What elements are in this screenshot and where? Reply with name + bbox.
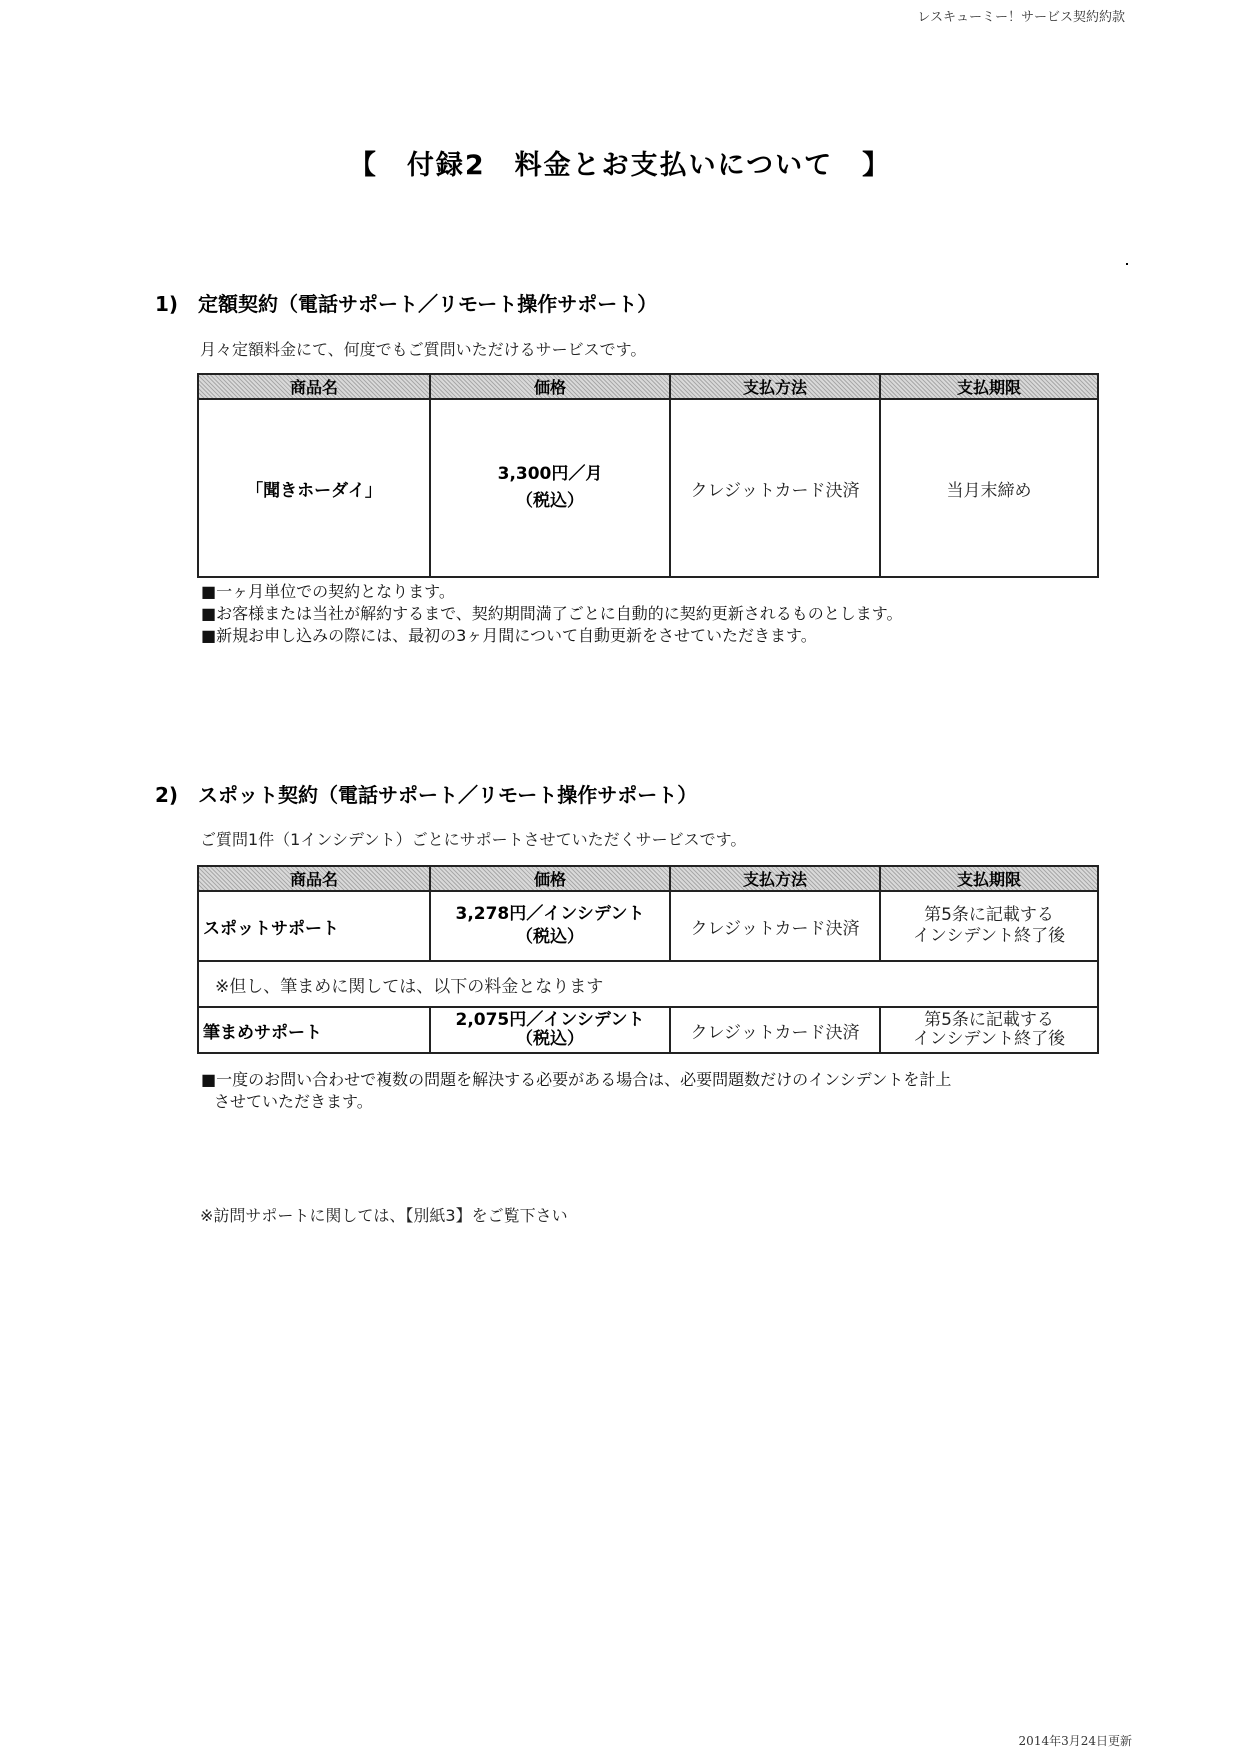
exception-row [198,961,1098,1007]
col-header-product: 商品名 [198,374,430,399]
table-row [198,399,1098,577]
deadline-line: 第5条に記載する [924,905,1054,925]
visit-support-note: ※訪問サポートに関しては、【別紙3】をご覧下さい [200,1206,568,1225]
price-cell [430,399,670,577]
product-name: スポットサポート [198,891,430,961]
price-value: 2,075円／インシデント [455,1010,645,1030]
price-cell [430,891,670,961]
fixed-plan-table [197,373,1099,578]
section2-lead: ご質問1件（1インシデント）ごとにサポートさせていただくサービスです。 [200,830,747,849]
section1-notes [201,581,903,647]
price-cell [430,1007,670,1053]
note-item: ■新規お申し込みの際には、最初の3ヶ月間について自動更新をさせていただきます。 [201,626,817,645]
payment-deadline [880,1007,1098,1053]
col-header-price: 価格 [430,374,670,399]
exception-note: ※但し、筆まめに関しては、以下の料金となります [198,961,1098,1007]
page-title: 【 付録2 料金とお支払いについて 】 [348,150,892,181]
stray-dot [1126,263,1128,265]
payment-method: クレジットカード決済 [670,399,880,577]
deadline-line: インシデント終了後 [912,926,1066,946]
col-header-payment: 支払方法 [670,866,880,891]
section1-heading: 1) 定額契約（電話サポート／リモート操作サポート） [155,292,658,316]
tax-label: （税込） [516,927,584,947]
price-value: 3,278円／インシデント [455,904,645,924]
col-header-payment: 支払方法 [670,374,880,399]
table-row [198,1007,1098,1053]
deadline-line: インシデント終了後 [912,1029,1066,1049]
table-row [198,891,1098,961]
deadline-line: 第5条に記載する [924,1010,1054,1030]
document-header: レスキューミー！サービス契約約款 [917,10,1125,25]
note-item: ■一度のお問い合わせで複数の問題を解決する必要がある場合は、必要問題数だけのインシデントを計上 [201,1070,952,1089]
note-item: ■お客様または当社が解約するまで、契約期間満了ごとに自動的に契約更新されるものとします。 [201,604,903,623]
tax-label: （税込） [516,1029,584,1049]
table-header-row [198,374,1098,399]
tax-label: （税込） [516,491,584,511]
table-header-row [198,866,1098,891]
col-header-deadline: 支払期限 [880,866,1098,891]
product-name: 「聞きホーダイ」 [198,399,430,577]
note-item-continuation: させていただきます。 [214,1092,373,1111]
section1-lead: 月々定額料金にて、何度でもご質問いただけるサービスです。 [200,340,647,359]
col-header-price: 価格 [430,866,670,891]
section2-notes [201,1069,1101,1113]
note-item: ■一ヶ月単位での契約となります。 [201,582,455,601]
payment-deadline [880,891,1098,961]
payment-deadline: 当月末締め [880,399,1098,577]
col-header-product: 商品名 [198,866,430,891]
payment-method: クレジットカード決済 [670,891,880,961]
price-value: 3,300円／月 [497,464,603,484]
spot-plan-table [197,865,1099,1054]
col-header-deadline: 支払期限 [880,374,1098,399]
updated-date: 2014年3月24日更新 [1018,1734,1132,1748]
payment-method: クレジットカード決済 [670,1007,880,1053]
section2-heading: 2) スポット契約（電話サポート／リモート操作サポート） [155,783,698,807]
product-name: 筆まめサポート [198,1007,430,1053]
